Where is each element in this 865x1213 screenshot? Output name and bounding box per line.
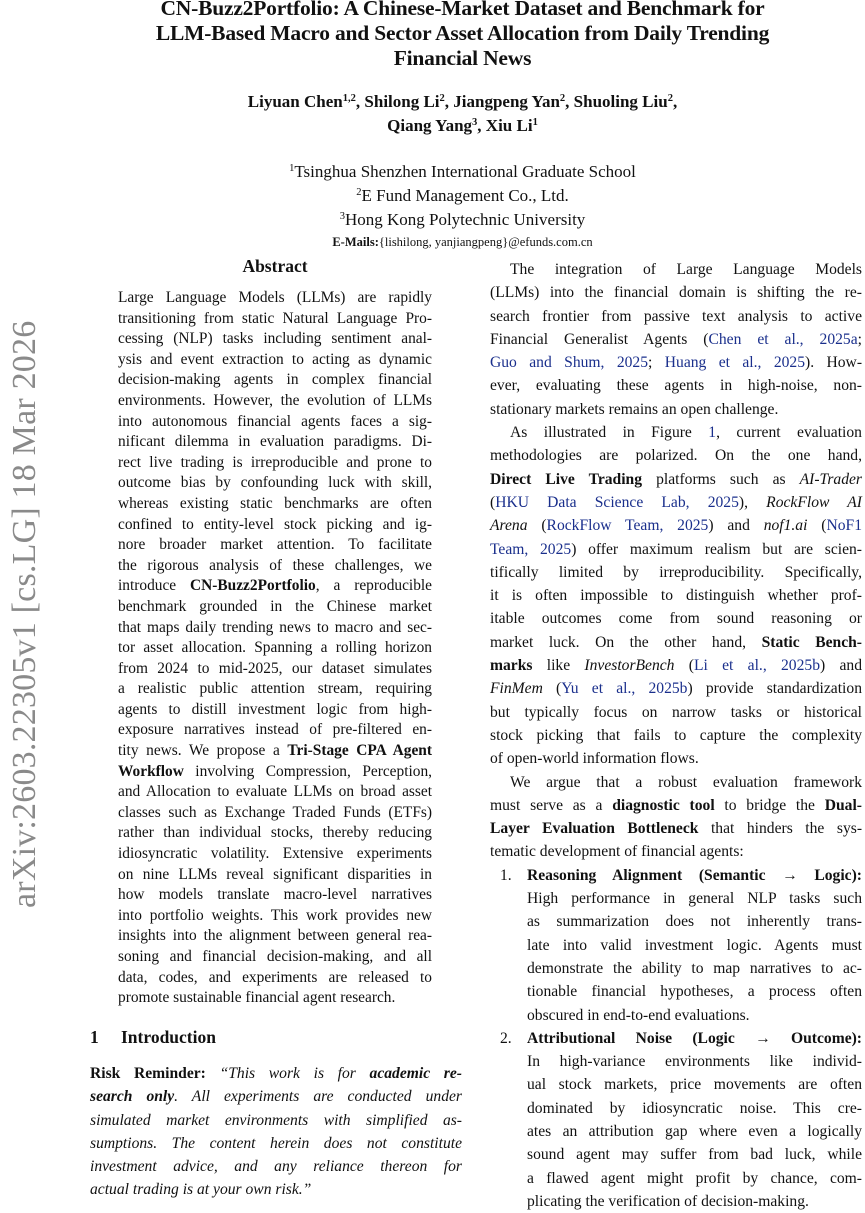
text-line: tionable financial hypotheses, a process often <box>527 983 862 1001</box>
citation-link[interactable]: 1 <box>708 424 717 442</box>
emphasis-text: Layer Evaluation Bottleneck <box>490 820 699 838</box>
text-line: tor asset allocation. Spanning a rolling horizon <box>118 639 432 657</box>
text-line: (HKU Data Science Lab, 2025), RockFlow AI <box>490 493 862 511</box>
emphasis-text: academic re- <box>369 1065 462 1082</box>
text-line: but typically focus on narrow tasks or historical <box>490 703 862 721</box>
text-line: benchmark grounded in the Chinese market <box>118 597 432 615</box>
emphasis-text: search only <box>90 1088 175 1106</box>
text-line <box>90 1062 462 1085</box>
text-line: As illustrated in Figure 1, current evaluation <box>510 424 862 442</box>
citation-link[interactable]: RockFlow Team, 2025 <box>546 517 709 535</box>
abstract-heading: Abstract <box>242 256 308 276</box>
text-line: plicating the verification of decision-making. <box>527 1192 809 1210</box>
arxiv-stamp: arXiv:2603.22305v1 [cs.LG] 18 Mar 2026 <box>6 320 43 908</box>
text-line: and Allocation to evaluate LLMs on broad asset <box>118 783 432 801</box>
text-line: whereas existing static benchmarks are often <box>118 494 432 512</box>
emphasis-text: Arena <box>490 517 528 535</box>
text-line: Financial Generalist Agents (Chen et al., 2025a; <box>490 330 862 348</box>
text-line: insights into the alignment between general rea- <box>118 927 432 945</box>
title-line: Financial News <box>393 46 532 70</box>
text-line: the rigorous analysis of these challenges, we <box>118 556 432 574</box>
emphasis-text: Reasoning Alignment (Semantic → Logic): <box>527 866 862 884</box>
emails-value[interactable]: {lishilong, yanjiangpeng}@efunds.com.cn <box>378 235 593 249</box>
text-line: nore broader market attention. To facilitate <box>118 536 432 554</box>
citation-link[interactable]: Li et al., 2025b <box>693 657 820 675</box>
affiliation-list <box>60 160 865 232</box>
text-line: Large Language Models (LLMs) are rapidly <box>118 289 432 306</box>
section-number: 1 <box>90 1027 99 1047</box>
emphasis-text: investment advice, and any reliance thereon for <box>90 1158 462 1176</box>
emphasis-text: simulated market environments with simplified as- <box>90 1111 462 1129</box>
text-line: search frontier from passive text analysis to active <box>490 307 862 325</box>
contact-emails <box>60 234 865 250</box>
list-item-body <box>527 864 862 1027</box>
citation-link[interactable]: Chen et al., 2025a <box>708 330 858 348</box>
text-line: that maps daily trending news to macro and sec- <box>118 618 432 636</box>
text-line: ates an attribution gap where even a logically <box>527 1122 862 1140</box>
text-line: on nine LLMs reveal significant disparities in <box>118 865 432 883</box>
paragraph <box>490 258 862 421</box>
citation-link[interactable]: Team, 2025 <box>490 540 572 558</box>
text-line: ual stock markets, price movements are often <box>527 1076 862 1094</box>
title-line: CN-Buzz2Portfolio: A Chinese-Market Dataset and Benchmark for <box>160 0 765 20</box>
affiliation-name: E Fund Management Co., Ltd. <box>361 186 569 205</box>
text-line: as summarization does not inherently trans- <box>527 913 862 931</box>
text-line <box>90 1132 462 1155</box>
text-line: nificant dilemma in evaluation paradigms. Di- <box>118 433 432 451</box>
emphasis-text: Workflow <box>118 762 184 780</box>
text-line: into autonomous financial agents faces a sig- <box>118 412 432 430</box>
text-line: introduce CN-Buzz2Portfolio, a reproducible <box>118 577 433 595</box>
risk-reminder <box>90 1062 462 1202</box>
affiliation-name: Tsinghua Shenzhen International Graduate School <box>294 162 636 181</box>
author-name: Xiu Li <box>485 116 533 135</box>
list-number: 2. <box>500 1029 512 1047</box>
text-line: into portfolio weights. This work provides new <box>118 906 432 924</box>
text-line: late into valid investment logic. Agents must <box>527 936 862 954</box>
right-column <box>490 258 862 1213</box>
emphasis-text: CN-Buzz2Portfolio <box>190 577 316 595</box>
text-line: must serve as a diagnostic tool to bridge the Dual- <box>490 796 862 814</box>
emphasis-text: actual trading is at your own risk.” <box>90 1181 312 1199</box>
author-affil-mark: 1,2 <box>342 93 356 105</box>
author-affil-mark: 2 <box>439 93 445 105</box>
emphasis-text: Static Bench- <box>761 633 862 651</box>
text-line: idiosyncratic volatility. Extensive experiments <box>118 845 432 863</box>
citation-link[interactable]: HKU Data Science Lab, 2025 <box>495 493 739 511</box>
text-line: market luck. On the other hand, Static Bench- <box>490 633 862 651</box>
text-line: it is often impossible to distinguish whether prof- <box>490 587 862 605</box>
text-line: tematic development of financial agents: <box>490 843 744 861</box>
author-line: Liyuan Chen$^{1,2}$, Shilong Li$^2$, Jiangpeng Yan$^2$, Shuoling Liu$^2$, <box>247 92 678 111</box>
emphasis-text: Attributional Noise (Logic → Outcome): <box>527 1029 862 1047</box>
text-line: We argue that a robust evaluation framework <box>510 773 862 791</box>
text-line: (LLMs) into the financial domain is shifting the re- <box>490 284 862 302</box>
text-line: how models translate macro-level narratives <box>118 886 432 904</box>
author-affil-mark: 2 <box>559 93 566 105</box>
abstract-body <box>118 288 432 1009</box>
citation-link[interactable]: Huang et al., 2025 <box>664 354 806 372</box>
text-line: Workflow involving Compression, Perception, <box>118 762 432 780</box>
author-name: Shilong Li <box>364 92 440 111</box>
text-line: a realistic public attention stream, requiring <box>118 680 432 698</box>
affiliation <box>60 208 865 232</box>
affiliation-mark: 3 <box>339 211 345 223</box>
text-line: The integration of Large Language Models <box>510 261 862 278</box>
emphasis-text: FinMem <box>490 680 543 698</box>
text-line: transitioning from static Natural Language Pro- <box>118 309 432 327</box>
text-line: a flawed agent might profit by chance, com- <box>527 1169 862 1187</box>
author-affil-mark: 1 <box>532 117 538 129</box>
text-line: agents to distill investment logic from high- <box>118 700 432 718</box>
emphasis-text: Direct Live Trading <box>490 470 643 488</box>
author-name: Jiangpeng Yan <box>453 92 560 111</box>
text-line: obscured in end-to-end evaluations. <box>527 1006 750 1024</box>
text-line: cessing (NLP) tasks including sentiment anal- <box>118 330 432 348</box>
text-line: decision-making agents in complex financial <box>118 371 432 389</box>
citation-link[interactable]: NoF1 <box>826 517 862 535</box>
text-line: FinMem (Yu et al., 2025b) provide standardization <box>490 680 862 698</box>
text-line: rect live trading is irreproducible and prone to <box>118 453 432 471</box>
emphasis-text: nof1.ai <box>763 517 808 535</box>
text-line: of open-world information flows. <box>490 750 699 768</box>
text-line: environments. However, the evolution of LLMs <box>118 391 432 409</box>
emphasis-text: InvestorBench <box>584 657 675 675</box>
text-line: tifically limited by irreproducibility. Specifically, <box>490 563 862 581</box>
text-line: ysis and event extraction to acting as dynamic <box>118 350 432 368</box>
text-line <box>90 1178 462 1201</box>
author-list <box>60 90 865 138</box>
emphasis-text: Dual- <box>824 796 862 814</box>
emails-label: E-Mails: <box>332 235 379 249</box>
affiliation-mark: 2 <box>356 187 362 199</box>
text-line: outcome bias by confounding luck with skill, <box>118 474 432 492</box>
list-item-body <box>527 1027 862 1213</box>
text-line: stationary markets remains an open challenge. <box>490 400 779 418</box>
text-line: stock picking that fails to capture the complexity <box>490 726 862 744</box>
author-affil-mark: 2 <box>667 93 673 105</box>
section-heading-introduction <box>90 1025 216 1049</box>
emphasis-text: marks <box>490 657 533 675</box>
text-line: Team, 2025) offer maximum realism but are scien- <box>490 540 862 558</box>
text-line: dominated by idiosyncratic noise. This cre- <box>527 1099 862 1117</box>
citation-link[interactable]: Guo and Shum, 2025 <box>490 354 649 372</box>
paper-title <box>60 0 865 71</box>
author-name: Liyuan Chen <box>247 92 343 111</box>
text-line: marks like InvestorBench (Li et al., 2025b) and <box>490 657 862 675</box>
emphasis-text: . All experiments are conducted under <box>174 1088 462 1106</box>
text-line: High performance in general NLP tasks such <box>527 890 862 908</box>
text-line: data, codes, and experiments are released to <box>118 968 432 986</box>
text-line <box>527 864 862 887</box>
title-line: LLM-Based Macro and Sector Asset Allocation from Daily Trending <box>155 21 770 45</box>
text-line: Direct Live Trading platforms such as AI-Trader <box>490 470 862 488</box>
author-line: Qiang Yang$^3$, Xiu Li$^1$ <box>387 116 538 135</box>
text-line: Layer Evaluation Bottleneck that hinders the sys- <box>490 820 863 838</box>
text-line: sound agent may suffer from bad luck, while <box>527 1146 862 1164</box>
text-line: In high-variance environments like individ- <box>527 1053 862 1071</box>
author-affil-mark: 3 <box>472 117 478 129</box>
affiliation <box>60 184 865 208</box>
author-name: Shuoling Liu <box>573 92 668 111</box>
affiliation <box>60 160 865 184</box>
text-line: from 2024 to mid-2025, our dataset simulates <box>118 659 432 677</box>
text-line: confined to entity-level stock picking and ig- <box>118 515 432 533</box>
list-item <box>490 1027 862 1213</box>
list-number: 1. <box>500 866 512 884</box>
emphasis-text: Tri-Stage CPA Agent <box>287 742 432 760</box>
emphasis-text: “This work is for <box>219 1065 370 1082</box>
emphasis-text: Risk Reminder: <box>90 1065 206 1082</box>
affiliation-mark: 1 <box>289 163 295 175</box>
text-line: classes such as Exchange Traded Funds (ETFs) <box>118 803 432 821</box>
paragraph <box>490 421 862 770</box>
author-name: Qiang Yang <box>387 116 473 135</box>
text-line: tity news. We propose a Tri-Stage CPA Agent <box>118 742 432 760</box>
citation-link[interactable]: Yu et al., 2025b <box>561 680 688 698</box>
text-line: itable outcomes come from sound reasoning or <box>490 610 862 628</box>
text-line: soning and financial decision-making, and all <box>118 948 432 965</box>
list-item <box>490 864 862 1027</box>
text-line <box>90 1085 462 1108</box>
text-line: rather than individual stocks, thereby reducing <box>118 824 432 842</box>
text-line: promote sustainable financial agent research. <box>118 989 396 1007</box>
text-line: methodologies are polarized. On the one hand, <box>490 447 862 465</box>
section-title: Introduction <box>121 1027 216 1047</box>
text-line <box>90 1155 462 1178</box>
emphasis-text: AI-Trader <box>799 470 862 488</box>
text-line: ever, evaluating these agents in high-noise, non- <box>490 377 862 395</box>
emphasis-text: sumptions. The content herein does not constitute <box>90 1134 462 1152</box>
emphasis-text: diagnostic tool <box>612 796 715 814</box>
emphasis-text: RockFlow AI <box>766 493 862 511</box>
text-line: Guo and Shum, 2025; Huang et al., 2025). How- <box>490 354 863 372</box>
affiliation-name: Hong Kong Polytechnic University <box>344 210 586 229</box>
paragraph <box>490 771 862 864</box>
text-line <box>90 1109 462 1132</box>
text-line: exposure narratives instead of pre-filtered en- <box>118 721 432 739</box>
text-line: demonstrate the ability to map narratives to ac- <box>527 959 862 977</box>
text-line: Arena (RockFlow Team, 2025) and nof1.ai (NoF1 <box>490 517 862 535</box>
text-line <box>527 1027 862 1050</box>
